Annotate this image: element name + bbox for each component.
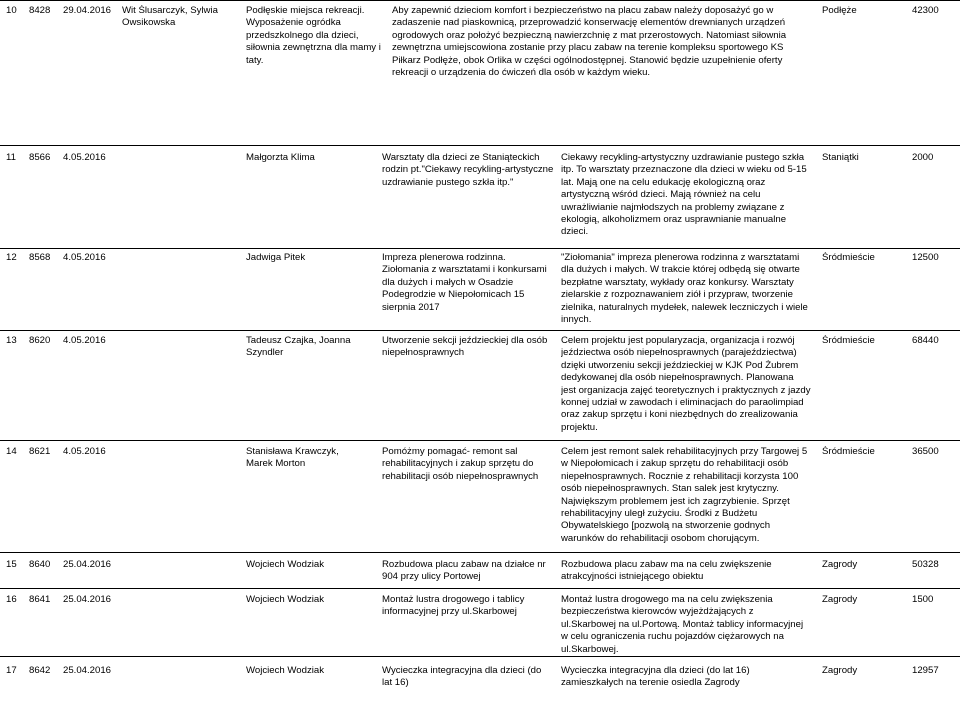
table-row: [0, 0, 960, 146]
area: Śródmieście: [822, 335, 875, 346]
project-title: Utworzenie sekcji jeździeckiej dla osób niepełnosprawnych: [382, 335, 548, 359]
project-description: Wycieczka integracyjna dla dzieci (do lat 16) zamieszkałych na terenie osiedla Zagrody: [561, 665, 750, 689]
project-id: 8620: [29, 335, 51, 346]
row-number: 11: [6, 152, 16, 163]
cost: 12957: [912, 665, 939, 676]
submission-date: 4.05.2016: [63, 152, 106, 163]
project-title: Pomóżmy pomagać- remont sal rehabilitacyjnych i zakup sprzętu do rehabilitacji osób niepełnosprawnych: [382, 446, 539, 482]
author: Jadwiga Pitek: [246, 252, 306, 263]
table-row: [0, 330, 960, 441]
project-description: Celem projektu jest popularyzacja, organizacja i rozwój jeździectwa osób niepełnosprawnych (parajeździectwa) dzięki utworzeniu sekcji jeździeckiej w KJK Pod Żubrem dedykowanej dla osób niepełnosprawnych. Planowana jest organizacja zajęć teoretycznych i praktycznych z jazdy konnej udział w zawodach i eliminacjach do paraolimpiad oraz zakup sprzętu i koni niezbędnych do zrealizowania projektu.: [561, 335, 811, 433]
project-id: 8428: [29, 5, 51, 16]
submission-date: 4.05.2016: [63, 446, 106, 457]
table-row: [0, 588, 960, 657]
table-row: [0, 552, 960, 589]
project-id: 8642: [29, 665, 51, 676]
submission-date: 29.04.2016: [63, 5, 112, 16]
row-number: 17: [6, 665, 17, 676]
row-number: 12: [6, 252, 17, 263]
author: Wojciech Wodziak: [246, 665, 325, 676]
cost: 68440: [912, 335, 939, 346]
project-title: Montaż lustra drogowego i tablicy informacyjnej przy ul.Skarbowej: [382, 594, 525, 618]
row-number: 15: [6, 559, 17, 570]
cost: 42300: [912, 5, 939, 16]
cost: 1500: [912, 594, 934, 605]
area: Staniątki: [822, 152, 859, 163]
project-description: Montaż lustra drogowego ma na celu zwiększenia bezpieczeństwa kierowców wyjeżdżających z ul.Skarbowej na ul.Portową. Montaż tablicy informacyjnej w celu ograniczenia ruchu pojazdów ciężarowych na ul.Skarbowej.: [561, 594, 804, 655]
project-id: 8568: [29, 252, 51, 263]
cost: 36500: [912, 446, 939, 457]
area: Śródmieście: [822, 252, 875, 263]
area: Podłęże: [822, 5, 857, 16]
project-description: Rozbudowa placu zabaw ma na celu zwiększenie atrakcyjności istniejącego obiektu: [561, 559, 772, 583]
table-row: [0, 145, 960, 249]
project-id: 8641: [29, 594, 51, 605]
project-description: Celem jest remont salek rehabilitacyjnych przy Targowej 5 w Niepołomicach i zakup sprzętu do rehabilitacji osób niepełnosprawnych. Rocznie z rehabilitacji korzysta 100 osób niepełnosprawnych. Stan salek jest krytyczny. Największym problemem jest ich zagrzybienie. Sprzęt rehabilitacyjny uległ zużyciu. Środki z Budżetu Obywatelskiego [pozwolą na stworzenie godnych warunków do rehabilitacji osobom chorującym.: [561, 446, 808, 544]
row-number: 10: [6, 5, 17, 16]
cost: 2000: [912, 152, 934, 163]
area: Zagrody: [822, 559, 858, 570]
author: Wojciech Wodziak: [246, 559, 325, 570]
project-id: 8621: [29, 446, 51, 457]
project-description: "Ziołomania" impreza plenerowa rodzinna z warsztatami dla dużych i małych. W trakcie której odbędą się otwarte bezpłatne warsztaty, wykłady oraz konkursy. Warsztaty zielarskie z rozpoznawaniem ziół i przypraw, tworzenie zielnika, naturalnych mydełek, nalewek leczniczych i wiele innych.: [561, 252, 808, 326]
area: Zagrody: [822, 665, 858, 676]
project-description: Aby zapewnić dzieciom komfort i bezpieczeństwo na placu zabaw należy doposażyć go w zadaszenie nad piaskownicą, przeprowadzić konserwację elementów drewnianych urządzeń ogrodowych oraz położyć bezpieczną nawierzchnię z mat przerostowych. Natomiast siłownia zewnętrzna umiejscowiona zostanie przy placu zabaw na terenie kompleksu sportowego KS Piłkarz Podłęże, obok Orlika w części ogólnodostępnej. Stanowić będzie uzupełnienie oferty rekreacji o urządzenia do ćwiczeń dla osób w każdym wieku.: [392, 5, 787, 79]
submission-date: 4.05.2016: [63, 252, 106, 263]
submission-date: 25.04.2016: [63, 559, 112, 570]
author: Stanisława Krawczyk, Marek Morton: [246, 446, 339, 470]
cost: 50328: [912, 559, 939, 570]
project-title: Impreza plenerowa rodzinna. Ziołomania z warsztatami i konkursami dla dużych i małych w Osadzie Podegrodzie w Niepołomicach 15 sierpnia 2017: [382, 252, 547, 313]
table-row: [0, 656, 960, 702]
author: Wojciech Wodziak: [246, 594, 325, 605]
project-description: Ciekawy recykling-artystyczny uzdrawianie pustego szkła itp. To warsztaty przeznaczone dla dzieci w wieku od 5-15 lat. Mają one na celu edukację ekologiczną oraz artystyczną wśród dzieci. Mają również na celu uwrażliwianie najmłodszych na problemy związane z ekologią, alkoholizmem oraz usprawnianie manualne dzieci.: [561, 152, 807, 238]
table-row: [0, 440, 960, 553]
project-title: Podłęskie miejsca rekreacji. Wyposażenie ogródka przedszkolnego dla dzieci, siłownia zewnętrzna dla mamy i taty.: [246, 5, 381, 66]
area: Zagrody: [822, 594, 858, 605]
submission-date: 25.04.2016: [63, 594, 112, 605]
author: Wit Ślusarczyk, Sylwia Owsikowska: [122, 5, 218, 29]
row-number: 14: [6, 446, 17, 457]
cost: 12500: [912, 252, 939, 263]
area: Śródmieście: [822, 446, 875, 457]
row-number: 16: [6, 594, 17, 605]
submission-date: 25.04.2016: [63, 665, 112, 676]
project-id: 8640: [29, 559, 51, 570]
author: Małgorzta Klima: [246, 152, 315, 163]
submission-date: 4.05.2016: [63, 335, 106, 346]
project-title: Rozbudowa placu zabaw na działce nr 904 przy ulicy Portowej: [382, 559, 546, 583]
row-number: 13: [6, 335, 17, 346]
project-id: 8566: [29, 152, 51, 163]
project-title: Warsztaty dla dzieci ze Staniąteckich rodzin pt."Ciekawy recykling-artystyczne uzdrawianie pustego szkła itp.": [382, 152, 554, 188]
table-row: [0, 248, 960, 331]
project-title: Wycieczka integracyjna dla dzieci (do lat 16): [382, 665, 542, 689]
author: Tadeusz Czajka, Joanna Szyndler: [246, 335, 351, 359]
